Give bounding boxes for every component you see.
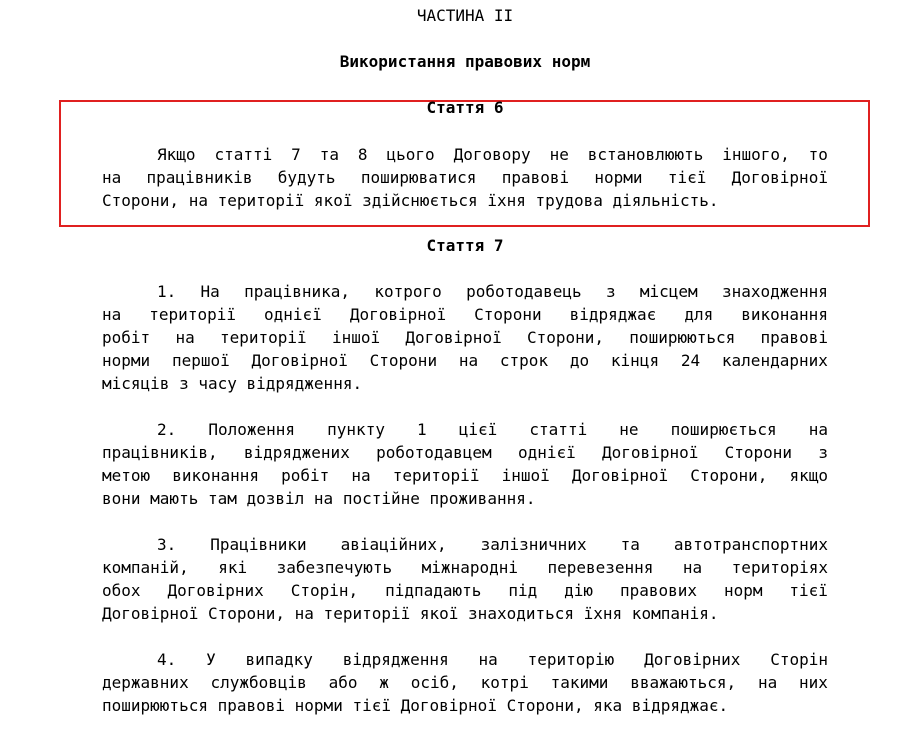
text-line: Якщо статті 7 та 8 цього Договору не встановлюють іншого, то: [157, 145, 828, 164]
text-line: місяців з часу відрядження.: [102, 374, 363, 393]
article-7-paragraph-3: [102, 533, 828, 625]
text-line: робіт на території іншої Договірної Сторони, поширюються правові: [102, 328, 828, 347]
text-line: Сторони, на території якої здійснюється їхня трудова діяльність.: [102, 191, 719, 210]
text-line: 3. Працівники авіаційних, залізничних та автотранспортних: [157, 535, 828, 554]
text-line: компаній, які забезпечують міжнародні перевезення на територіях: [102, 558, 828, 577]
text-line: 2. Положення пункту 1 цієї статті не поширюється на: [157, 420, 828, 439]
article-7-paragraph-2: [102, 418, 828, 510]
part-title: ЧАСТИНА II: [416, 6, 514, 25]
text-line: державних службовців або ж осіб, котрі такими вважаються, на них: [102, 673, 828, 692]
text-line: метою виконання робіт на території іншої Договірної Сторони, якщо: [102, 466, 828, 485]
text-line: 4. У випадку відрядження на територію Договірних Сторін: [157, 650, 828, 669]
text-line: обох Договірних Сторін, підпадають під дію правових норм тієї: [102, 581, 828, 600]
text-line: на території однієї Договірної Сторони відряджає для виконання: [102, 305, 828, 324]
article-7-heading: Стаття 7: [426, 236, 504, 255]
text-line: 1. На працівника, котрого роботодавець з місцем знаходження: [157, 282, 828, 301]
text-line: на працівників будуть поширюватися правові норми тієї Договірної: [102, 168, 828, 187]
article-6-paragraph: [102, 143, 828, 212]
article-7-paragraph-1: [102, 280, 828, 395]
text-line: вони мають там дозвіл на постійне проживання.: [102, 489, 536, 508]
text-line: поширюються правові норми тієї Договірної Сторони, яка відряджає.: [102, 696, 729, 715]
section-title: Використання правових норм: [339, 52, 591, 71]
text-line: Договірної Сторони, на території якої знаходиться їхня компанія.: [102, 604, 719, 623]
article-6-heading: Стаття 6: [426, 98, 504, 117]
text-line: норми першої Договірної Сторони на строк до кінця 24 календарних: [102, 351, 828, 370]
text-line: працівників, відряджених роботодавцем однієї Договірної Сторони з: [102, 443, 828, 462]
article-7-paragraph-4: [102, 648, 828, 717]
